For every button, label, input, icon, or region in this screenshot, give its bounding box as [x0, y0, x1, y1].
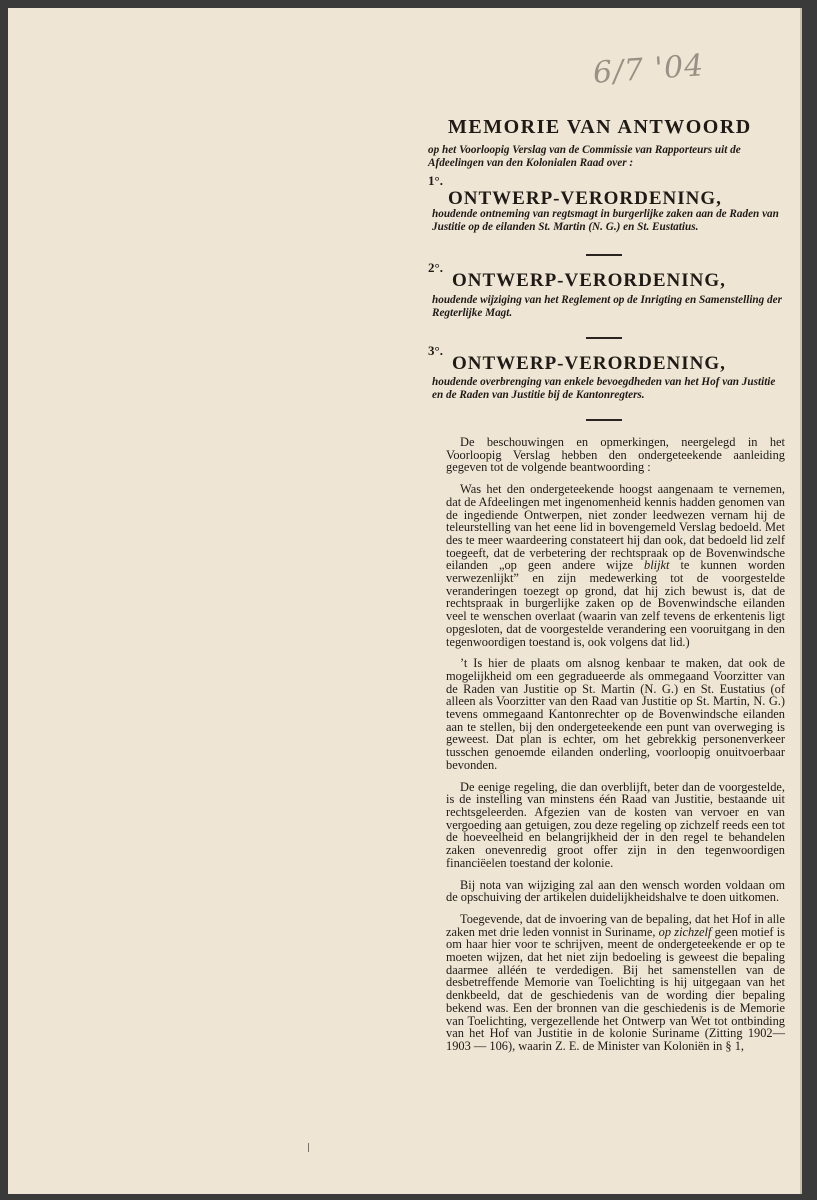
item-2-number: 2°.	[428, 260, 443, 275]
intro-text: op het Voorloopig Verslag van de Commissie van Rapporteurs uit de Afdeelingen van den Kolonialen Raad over :	[428, 144, 741, 169]
handwritten-date: 6/7 '04	[591, 48, 706, 91]
item-1-number: 1°.	[428, 173, 443, 188]
paragraph: De beschouwingen en opmerkingen, neergelegd in het Voorloopig Verslag hebben den ondergeteekende aanleiding gegeven tot de volgende beantwoording :	[446, 435, 785, 475]
item-1-title: ONTWERP-VERORDENING,	[448, 188, 722, 209]
paragraph: Was het den ondergeteekende hoogst aangenaam te vernemen, dat de Afdeelingen met ingenomenheid kennis hadden genomen van de ingediende Ontwerpen, niet zonder leedwezen vernam hij de teleurstelling van het eene lid in bovengemeld Verslag bedoeld. Met des te meer waardeering constateert hij dan ook, dat bedoeld lid zelf toegeeft, dat de verbetering der rechtspraak op de Bovenwindsche eilanden „op geen andere wijze blijkt te kunnen worden verwezenlijkt” en zijn medewerking tot de voorgestelde veranderingen toezegt op grond, dat hij zich bewust is, dat de rechtspraak in burgerlijke zaken op de Bovenwindsche eilanden veel te wenschen overlaat (waarin van zelf tevens de erkentenis ligt opgesloten, dat de voorgestelde verandering een vooruitgang in den tegenwoordigen toestand is, ook volgens dat lid.)	[446, 482, 785, 649]
paper-mark	[308, 1143, 309, 1152]
page-title: MEMORIE VAN ANTWOORD	[448, 116, 752, 138]
item-3-description: houdende overbrenging van enkele bevoegdheden van het Hof van Justitie en de Raden van Justitie bij de Kantonregters.	[432, 376, 776, 401]
paragraph: De eenige regeling, die dan overblijft, beter dan de voorgestelde, is de instelling van minstens één Raad van Justitie, bestaande uit rechtsgeleerden. Afgezien van de kosten van vervoer en van vergoeding aan getuigen, zou deze regeling op zichzelf reeds een tot de hoeveelheid en belangrijkheid der in den regel te behandelen zaken onevenredig groot offer zijn in den tegenwoordigen financiëelen toestand der kolonie.	[446, 779, 785, 870]
paragraph: Bij nota van wijziging zal aan den wensch worden voldaan om de opschuiving der artikelen duidelijkheidshalve te doen uitkomen.	[446, 877, 785, 905]
section-divider	[586, 419, 622, 421]
document-page	[8, 8, 802, 1194]
item-3-number: 3°.	[428, 343, 443, 358]
paragraph: ’t Is hier de plaats om alsnog kenbaar te maken, dat ook de mogelijkheid om een gegradueerde als ommegaand Voorzitter van de Raden van Justitie op St. Martin (N. G.) en St. Eustatius (of alleen als Voorzitter van den Raad van Justitie op St. Martin, N. G.) tevens ommegaand Kantonrechter op de Bovenwindsche eilanden aan te stellen, bij den ondergeteekende een punt van overweging is geweest. Dat plan is echter, om het gebrekkig personenverkeer tusschen genoemde eilanden onderling, voorloopig onuitvoerbaar bevonden.	[446, 656, 785, 772]
item-3-title: ONTWERP-VERORDENING,	[452, 353, 726, 374]
section-divider	[586, 337, 622, 339]
paragraph: Toegevende, dat de invoering van de bepaling, dat het Hof in alle zaken met drie leden vonnist in Suriname, op zichzelf geen motief is om haar hier voor te schrijven, meent de ondergeteekende er op te moeten wijzen, dat het niet zijn bedoeling is geweest die bepaling daarmee alléén te verdedigen. Bij het samenstellen van de desbetreffende Memorie van Toelichting is hij uitgegaan van het denkbeeld, dat de geschiedenis van de wording dier bepaling bekend was. Een der bronnen van die geschiedenis is de Memorie van Toelichting, vergezellende het Ontwerp van Wet tot ontbinding van het Hof van Justitie in de kolonie Suriname (Zitting 1902—1903 — 106), waarin Z. E. de Minister van Koloniën in § 1,	[446, 911, 786, 1053]
body-text	[446, 436, 785, 1062]
item-1-description: houdende ontneming van regtsmagt in burgerlijke zaken aan de Raden van Justitie op de eilanden St. Martin (N. G.) en St. Eustatius.	[432, 208, 779, 233]
item-2-title: ONTWERP-VERORDENING,	[452, 270, 726, 291]
item-2-description: houdende wijziging van het Reglement op de Inrigting en Samenstelling der Regterlijke Magt.	[432, 294, 782, 319]
section-divider	[586, 254, 622, 256]
